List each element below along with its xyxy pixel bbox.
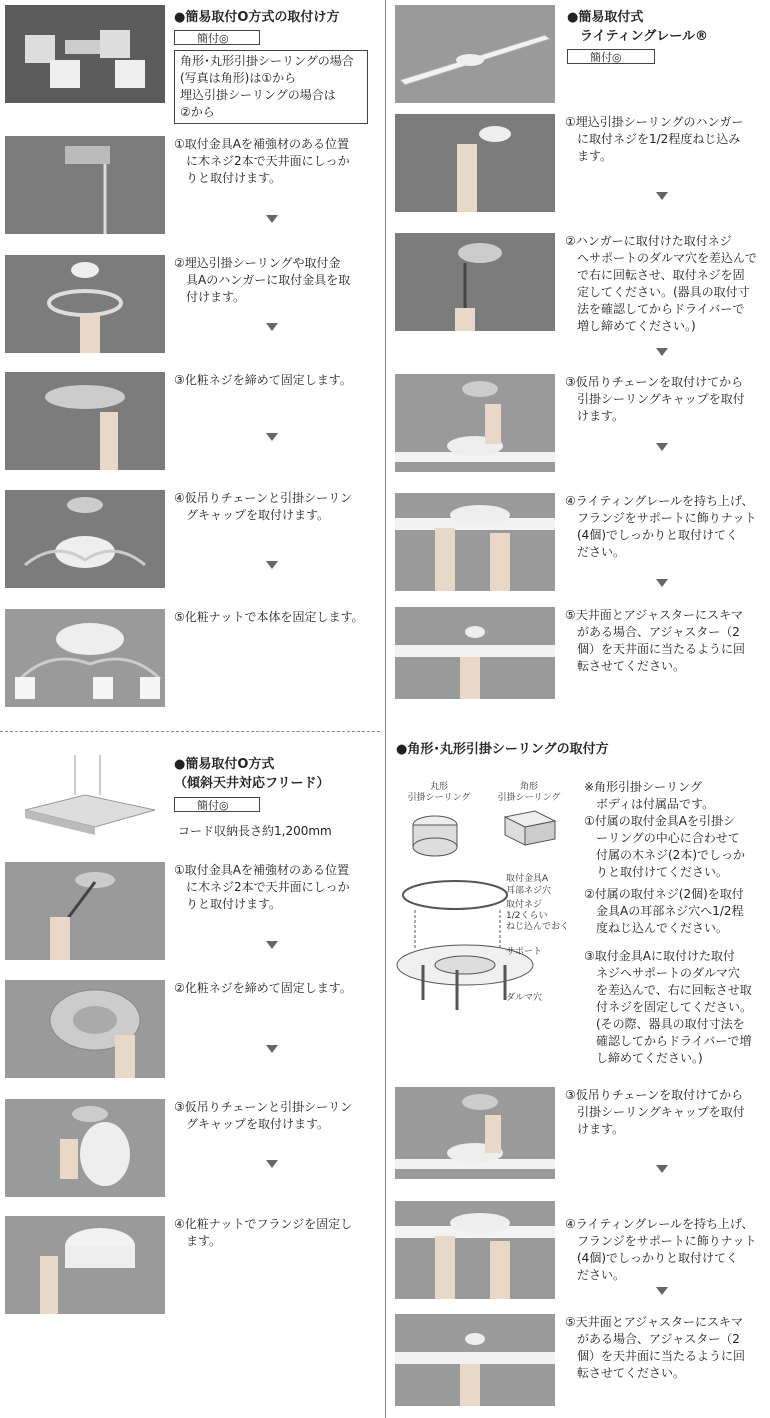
- step-photo-5: [5, 609, 165, 707]
- arrow-icon: [266, 1045, 278, 1053]
- step-photo-b4: [5, 1216, 165, 1314]
- ceiling-step-text-4: ④ライティングレールを持ち上げ、 フランジをサポートに飾りナット (4個)でしっかりと取付けてく ださい。: [565, 1217, 757, 1282]
- rail-step-photo-3: [395, 374, 555, 472]
- rail-step-text-5: ⑤天井面とアジャスターにスキマ がある場合、アジャスター（2 個）を天井面に当たるように回 転させてください。: [565, 608, 746, 673]
- ceiling-note-3: ③取付金具Aに取付けた取付 ネジへサポートのダルマ穴 を差込んで、右に回転させ取 付ネジを固定してください。 (その際、器具の取付寸法を 確認してからドライバーで増 し締めてください。): [584, 949, 753, 1065]
- support-label: サポート: [506, 947, 543, 957]
- column-divider: [385, 0, 386, 1418]
- step-photo-4: [5, 490, 165, 588]
- install-tag: 簡付◎: [174, 797, 260, 812]
- step-text-3: ③化粧ネジを締めて固定します。: [174, 373, 352, 387]
- step-photo-b2: [5, 980, 165, 1078]
- step-text-5: ⑤化粧ナットで本体を固定します。: [174, 610, 364, 624]
- round-ceiling-label: 丸形 引掛シーリング: [407, 782, 471, 803]
- step-text-4: ④仮吊りチェーンと引掛シーリン グキャップを取付けます。: [174, 491, 353, 522]
- pendant-photo: [5, 755, 165, 853]
- step-text-b1: ①取付金具Aを補強材のある位置 に木ネジ2本で天井面にしっか りと取付けます。: [174, 863, 350, 911]
- arrow-icon: [656, 1287, 668, 1295]
- step-photo-b1: [5, 862, 165, 960]
- arrow-icon: [266, 561, 278, 569]
- arrow-icon: [656, 192, 668, 200]
- install-tag: 簡付◎: [174, 30, 260, 45]
- step-photo-b3: [5, 1099, 165, 1197]
- rail-step-photo-1: [395, 114, 555, 212]
- rail-step-photo-2: [395, 233, 555, 331]
- rail-step-text-1: ①埋込引掛シーリングのハンガー に取付ネジを1/2程度ねじ込み ます。: [565, 115, 744, 163]
- section-header: ●簡易取付O方式 （傾斜天井対応フリード）: [174, 757, 330, 791]
- ceiling-note-2: ②付属の取付ネジ(2個)を取付 金具Aの耳部ネジ穴へ1/2程 度ねじ込んでください。: [584, 887, 744, 935]
- section-divider: [0, 731, 380, 732]
- step-photo-3: [5, 372, 165, 470]
- ceiling-step-photo-4: [395, 1201, 555, 1299]
- arrow-icon: [266, 323, 278, 331]
- step-text-1: ①取付金具Aを補強材のある位置 に木ネジ2本で天井面にしっか りと取付けます。: [174, 137, 350, 185]
- step-text-b2: ②化粧ネジを締めて固定します。: [174, 981, 352, 995]
- section-header: ●簡易取付O方式の取付け方: [174, 10, 340, 25]
- arrow-icon: [266, 433, 278, 441]
- section-header: ●簡易取付式 ライティングレール®: [567, 10, 709, 44]
- rail-step-text-4: ④ライティングレールを持ち上げ、 フランジをサポートに飾りナット (4個)でしっかりと取付けてく ださい。: [565, 494, 757, 559]
- rail-photo: [395, 5, 555, 103]
- ceiling-step-photo-3: [395, 1087, 555, 1179]
- step-text-b4: ④化粧ナットでフランジを固定し ます。: [174, 1217, 353, 1248]
- arrow-icon: [656, 1165, 668, 1173]
- rail-step-photo-5: [395, 607, 555, 699]
- arrow-icon: [266, 215, 278, 223]
- step-photo-2: [5, 255, 165, 353]
- cord-length: コード収納長さ約1,200mm: [178, 824, 332, 838]
- step-photo-1: [5, 136, 165, 234]
- arrow-icon: [266, 941, 278, 949]
- ceiling-step-text-3: ③仮吊りチェーンを取付けてから 引掛シーリングキャップを取付 けます。: [565, 1088, 745, 1136]
- ceiling-step-photo-5: [395, 1314, 555, 1406]
- rail-step-photo-4: [395, 493, 555, 591]
- ceiling-note: 角形･丸形引掛シーリングの場合 (写真は角形)は①から 埋込引掛シーリングの場合は ②から: [174, 50, 368, 124]
- rail-step-text-2: ②ハンガーに取付けた取付ネジ へサポートのダルマ穴を差込んで で右に回転させ、取付ネジを固 定してください。(器具の取付寸 法を確認してからドライバーで 増し締めてください。): [565, 234, 758, 333]
- bracket-label: 取付金具A: [506, 874, 549, 884]
- screw-note-label: 取付ネジ 1/2くらい ねじ込んでおく: [506, 900, 570, 932]
- step-text-b3: ③仮吊りチェーンと引掛シーリン グキャップを取付けます。: [174, 1100, 353, 1131]
- square-ceiling-label: 角形 引掛シーリング: [497, 782, 561, 803]
- ceiling-note-1: ①付属の取付金具Aを引掛シ ーリングの中心に合わせて 付属の木ネジ(2本)でしっか りと取付けてください。: [584, 814, 745, 879]
- arrow-icon: [656, 579, 668, 587]
- arrow-icon: [656, 443, 668, 451]
- install-tag: 簡付◎: [567, 49, 655, 64]
- chandelier-photo: [5, 5, 165, 103]
- arrow-icon: [266, 1160, 278, 1168]
- ceiling-step-text-5: ⑤天井面とアジャスターにスキマ がある場合、アジャスター（2 個）を天井面に当たるように回 転させてください。: [565, 1315, 746, 1380]
- rail-step-text-3: ③仮吊りチェーンを取付けてから 引掛シーリングキャップを取付 けます。: [565, 375, 745, 423]
- section-header: ●角形･丸形引掛シーリングの取付方: [396, 742, 609, 757]
- ear-screw-label: 耳部ネジ穴: [506, 886, 552, 896]
- daruma-label: ダルマ穴: [506, 993, 543, 1003]
- arrow-icon: [656, 348, 668, 356]
- step-text-2: ②埋込引掛シーリングや取付金 具Aのハンガーに取付金具を取 付けます。: [174, 256, 351, 304]
- ceiling-note-0: ※角形引掛シーリング ボディは付属品です。: [584, 780, 715, 811]
